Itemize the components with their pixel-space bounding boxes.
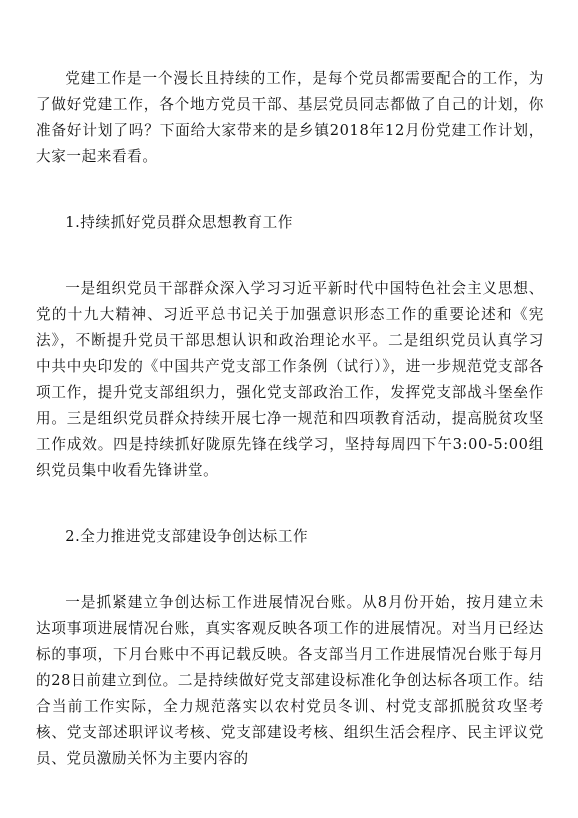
section-2-heading: 2.全力推进党支部建设争创达标工作	[65, 528, 309, 545]
section-2-paragraph: 一是抓紧建立争创达标工作进展情况台账。从8月份开始，按月建立未达项事项进展情况台账，真实客观反映各项工作的进展情况。对当月已经达标的事项，下月台账中不再记载反映。各支部当月工作进展情况台账于每月的28日前建立到位。二是持续做好党支部建设标准化争创达标各项工作。结合当前工作实际，全力规范落实以农村党员冬训、村党支部抓脱贫攻坚考核、党支部述职评议考核、党支部建设考核、组织生活会程序、民主评议党员、党员激励关怀为主要内容的	[36, 594, 544, 767]
intro-paragraph: 党建工作是一个漫长且持续的工作，是每个党员都需要配合的工作，为了做好党建工作，各个地方党员干部、基层党员同志都做了自己的计划，你准备好计划了吗？下面给大家带来的是乡镇2018年12月份党建工作计划，大家一起来看看。	[36, 70, 544, 165]
section-1-paragraph: 一是组织党员干部群众深入学习习近平新时代中国特色社会主义思想、党的十九大精神、习近平总书记关于加强意识形态工作的重要论述和《宪法》，不断提升党员干部思想认识和政治理论水平。二是组织党员认真学习中共中央印发的《中国共产党支部工作条例（试行）》，进一步规范党支部各项工作，提升党支部组织力，强化党支部政治工作，发挥党支部战斗堡垒作用。三是组织党员群众持续开展七净一规范和四项教育活动，提高脱贫攻坚工作成效。四是持续抓好陇原先锋在线学习，坚持每周四下午3:00-5:00组织党员集中收看先锋讲堂。	[36, 280, 544, 479]
document-page	[36, 66, 544, 772]
section-1-heading: 1.持续抓好党员群众思想教育工作	[65, 214, 294, 231]
